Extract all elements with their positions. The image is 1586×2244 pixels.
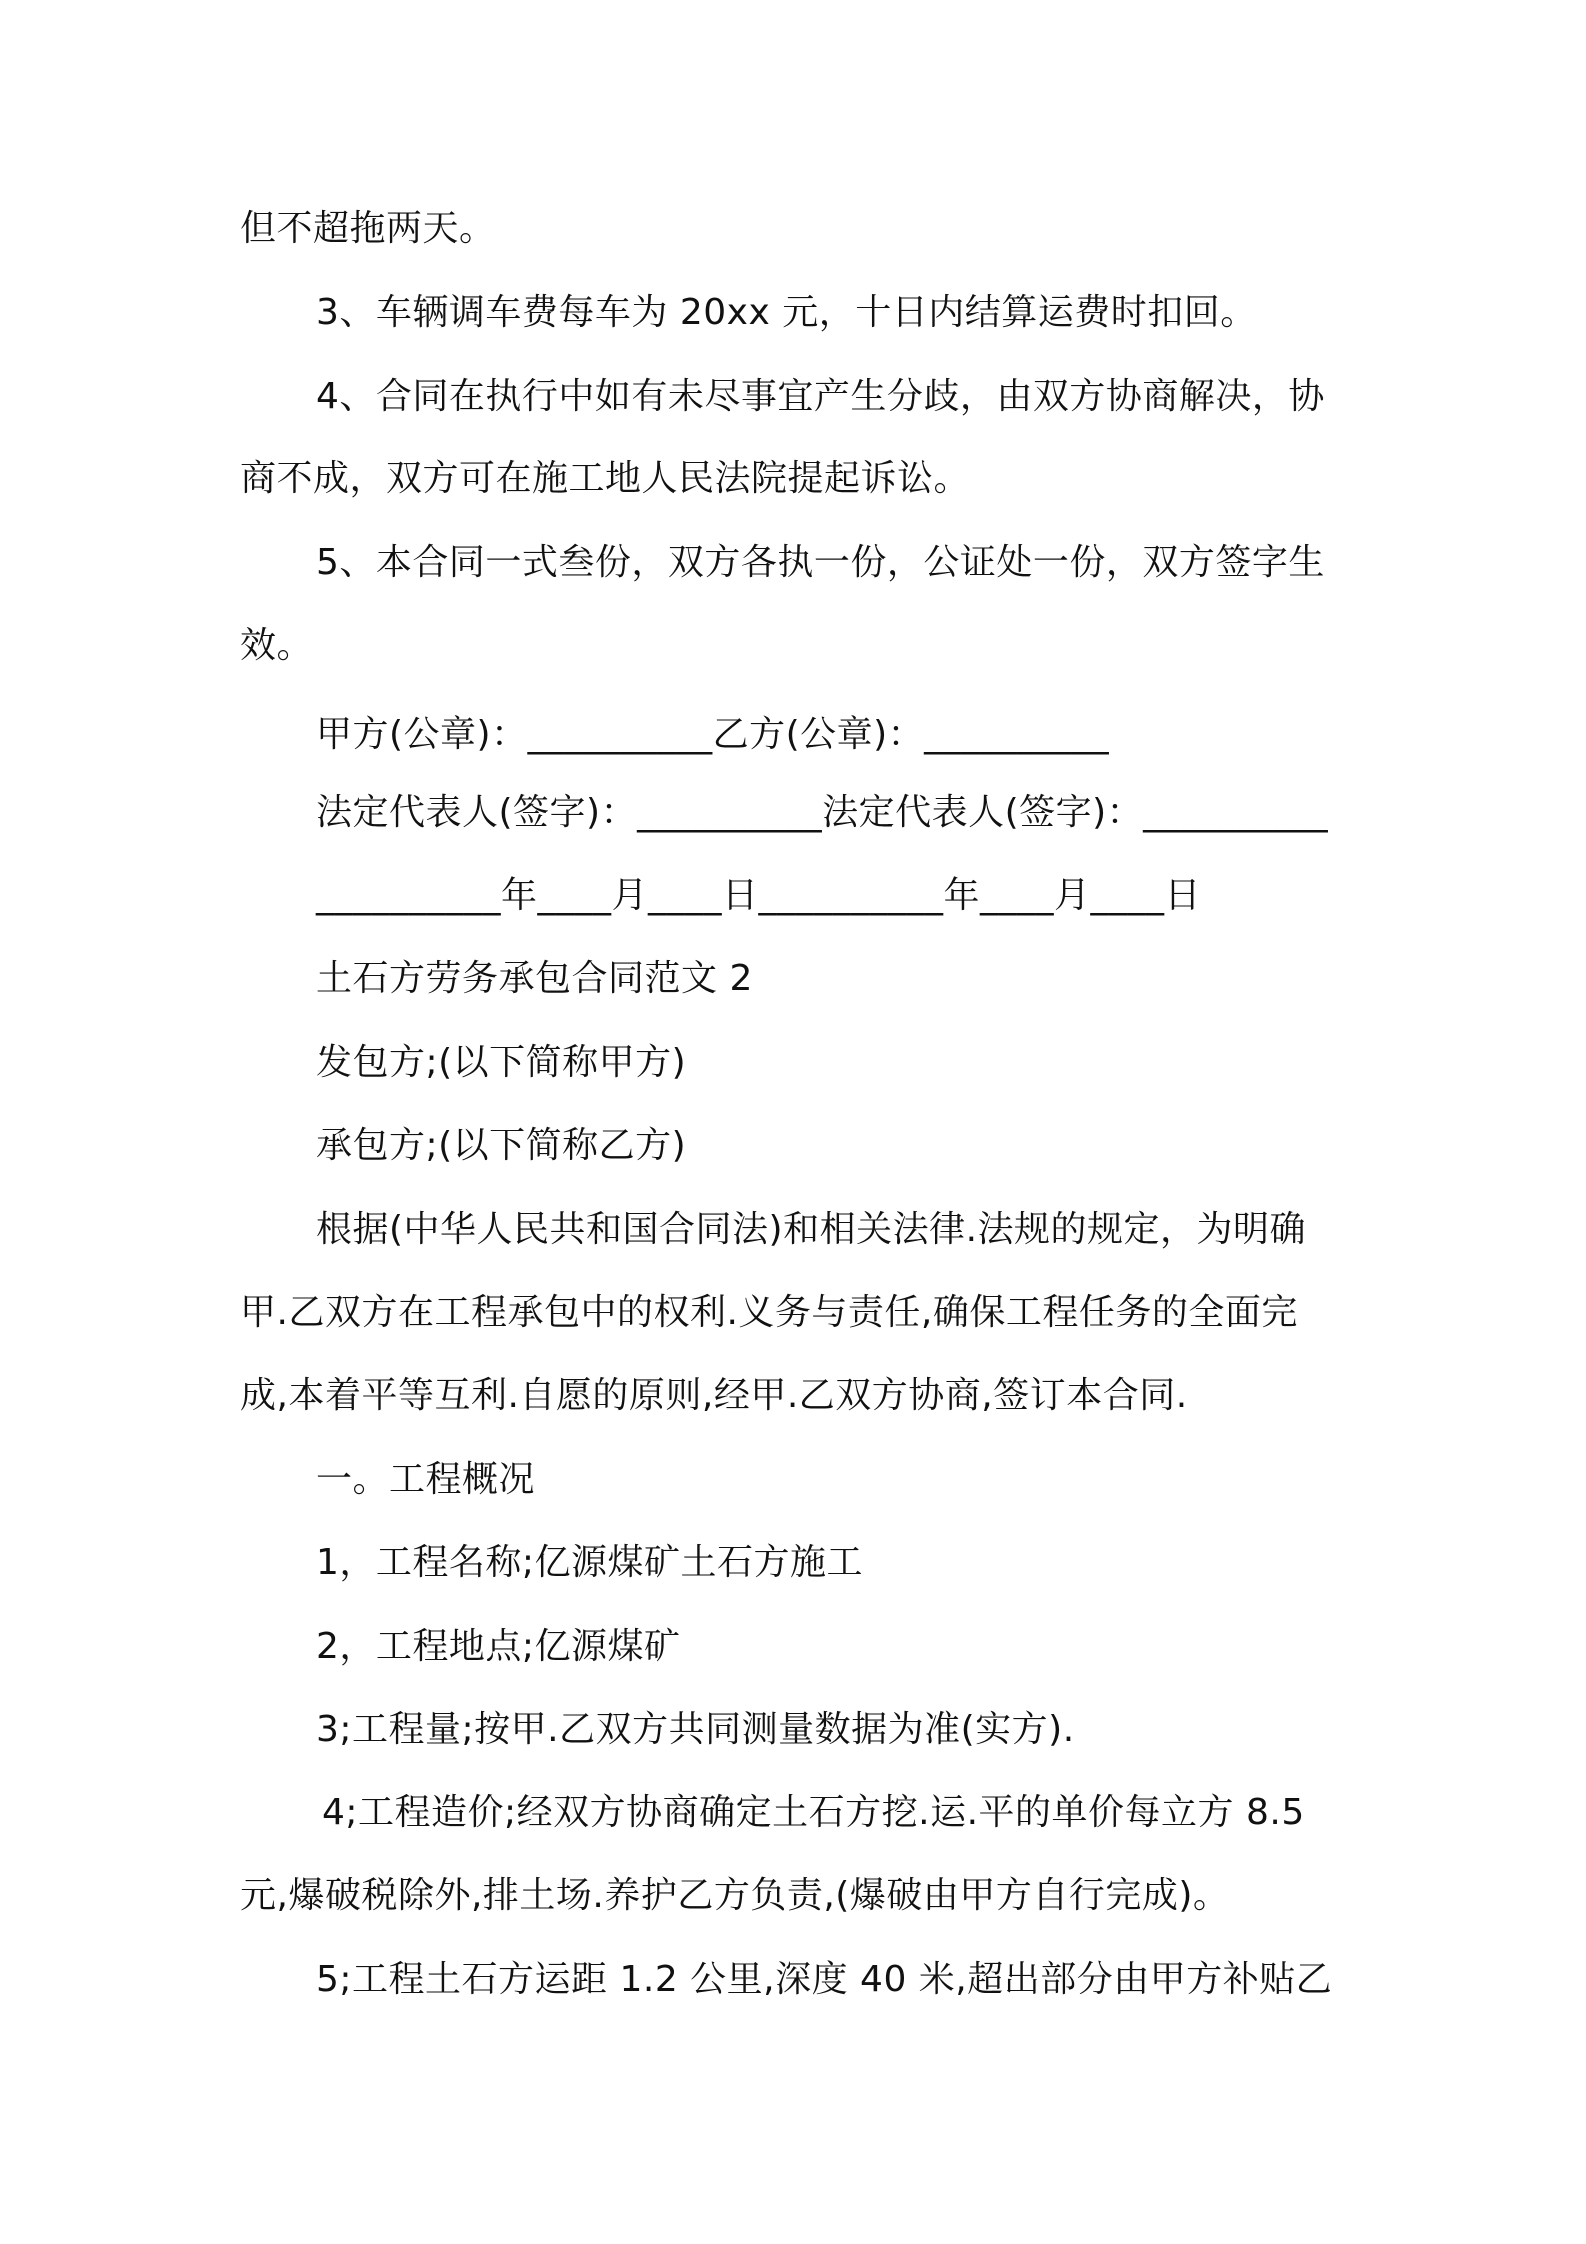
item-cost: 4;工程造价;经双方协商确定土石方挖.运.平的单价每立方 8.5 xyxy=(322,1792,1305,1833)
item-project-name: 1，工程名称;亿源煤矿土石方施工 xyxy=(316,1542,864,1583)
clause-5-continued: 效。 xyxy=(240,625,314,666)
item-cost-continued: 元,爆破税除外,排土场.养护乙方负责,(爆破由甲方自行完成)。 xyxy=(240,1875,1230,1916)
clause-4-continued: 商不成，双方可在施工地人民法院提起诉讼。 xyxy=(240,458,971,499)
section-title: 土石方劳务承包合同范文 2 xyxy=(316,958,753,999)
signature-representative-line: 法定代表人(签字)：__________法定代表人(签字)：__________ xyxy=(316,792,1329,833)
item-project-location: 2，工程地点;亿源煤矿 xyxy=(316,1626,681,1667)
preamble-line-2: 甲.乙双方在工程承包中的权利.义务与责任,确保工程任务的全面完 xyxy=(240,1292,1298,1333)
heading-project-overview: 一。工程概况 xyxy=(316,1459,536,1500)
clause-3: 3、车辆调车费每车为 20xx 元，十日内结算运费时扣回。 xyxy=(316,292,1257,333)
clause-4: 4、合同在执行中如有未尽事宜产生分歧，由双方协商解决，协 xyxy=(316,376,1325,417)
item-distance: 5;工程土石方运距 1.2 公里,深度 40 米,超出部分由甲方补贴乙 xyxy=(316,1959,1333,2000)
text-line-1: 但不超拖两天。 xyxy=(240,208,496,249)
signature-seal-line: 甲方(公章)：__________乙方(公章)：__________ xyxy=(316,714,1110,755)
signature-date-line: __________年____月____日__________年____月____日 xyxy=(316,875,1201,916)
contractor-line: 承包方;(以下简称乙方) xyxy=(316,1125,687,1166)
employer-line: 发包方;(以下简称甲方) xyxy=(316,1042,687,1083)
preamble-line-1: 根据(中华人民共和国合同法)和相关法律.法规的规定，为明确 xyxy=(316,1209,1307,1250)
clause-5: 5、本合同一式叁份，双方各执一份，公证处一份，双方签字生 xyxy=(316,542,1325,583)
preamble-line-3: 成,本着平等互利.自愿的原则,经甲.乙双方协商,签订本合同. xyxy=(240,1375,1188,1416)
item-quantity: 3;工程量;按甲.乙双方共同测量数据为准(实方). xyxy=(316,1709,1075,1750)
